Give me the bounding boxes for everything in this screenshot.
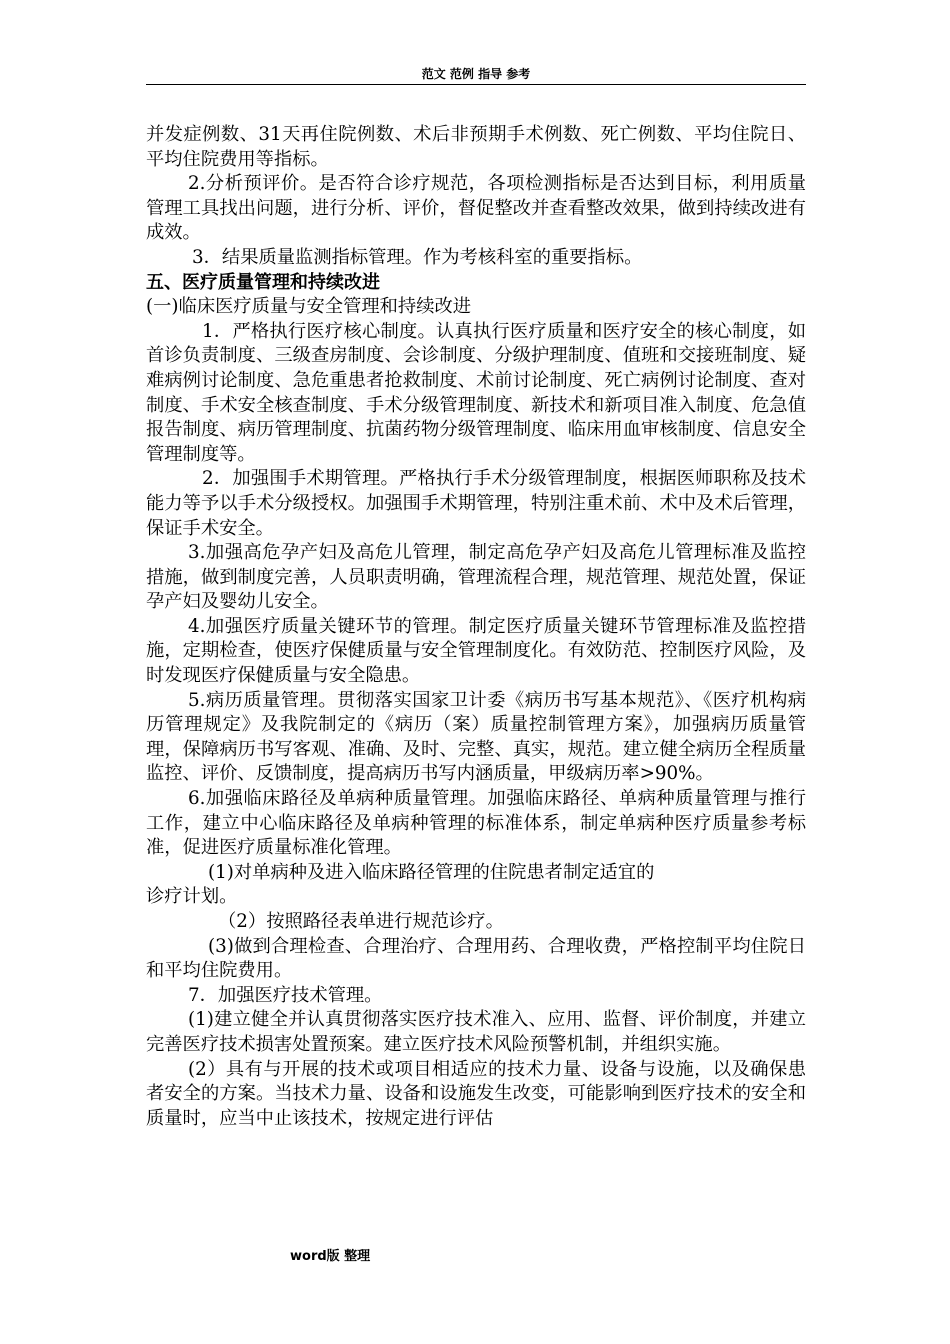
paragraph-technology-management: 7．加强医疗技术管理。 bbox=[188, 984, 383, 1006]
paragraph-analysis-evaluation: 2.分析预评价。是否符合诊疗规范，各项检测指标是否达到目标，利用质量管理工具找出问题，进行分析、评价，督促整改并查看整改效果，做到持续改进有成效。 bbox=[146, 173, 806, 244]
paragraph-core-systems: 1．严格执行医疗核心制度。认真执行医疗质量和医疗安全的核心制度，如首诊负责制度、三级查房制度、会诊制度、分级护理制度、值班和交接班制度、疑难病例讨论制度、急危重患者抢救制度、术前讨论制度、死亡病例讨论制度、查对制度、手术安全核查制度、手术分级管理制度、新技术和新项目准入制度、危急值报告制度、病历管理制度、抗菌药物分级管理制度、临床用血审核制度、信息安全管理制度等。 bbox=[146, 320, 806, 465]
subsection-heading: (一)临床医疗质量与安全管理和持续改进 bbox=[146, 296, 472, 318]
paragraph-high-risk-maternal: 3.加强高危孕产妇及高危儿管理，制定高危孕产妇及高危儿管理标准及监控措施，做到制度完善，人员职责明确，管理流程合理，规范管理、规范处置，保证孕产妇及婴幼儿安全。 bbox=[146, 542, 806, 613]
section-heading: 五、医疗质量管理和持续改进 bbox=[146, 271, 380, 293]
list-item-technology-2: (2）具有与开展的技术或项目相适应的技术力量、设备与设施，以及确保患者安全的方案。当技术力量、设备和设施发生改变，可能影响到医疗技术的安全和质量时，应当中止该技术，按规定进行评估 bbox=[146, 1058, 806, 1129]
paragraph-medical-records: 5.病历质量管理。贯彻落实国家卫计委《病历书写基本规范》、《医疗机构病历管理规定》及我院制定的《病历（案）质量控制管理方案》，加强病历质量管理，保障病历书写客观、准确、及时、完整、真实，规范。建立健全病历全程质量监控、评价、反馈制度，提高病历书写内涵质量，甲级病历率>90%。 bbox=[146, 689, 806, 785]
paragraph-perioperative: 2．加强围手术期管理。严格执行手术分级管理制度，根据医师职称及技术能力等予以手术分级授权。加强围手术期管理，特别注重术前、术中及术后管理，保证手术安全。 bbox=[146, 468, 806, 539]
list-item-pathway-3: (3)做到合理检查、合理治疗、合理用药、合理收费，严格控制平均住院日和平均住院费用。 bbox=[146, 935, 806, 982]
page-footer: word版 整理 bbox=[290, 1249, 371, 1264]
page-header: 范文 范例 指导 参考 bbox=[421, 67, 531, 81]
paragraph-key-links: 4.加强医疗质量关键环节的管理。制定医疗质量关键环节管理标准及监控措施，定期检查，使医疗保健质量与安全管理制度化。有效防范、控制医疗风险，及时发现医疗保健质量与安全隐患。 bbox=[146, 615, 806, 687]
document-body bbox=[146, 123, 806, 1131]
paragraph-clinical-pathway: 6.加强临床路径及单病种质量管理。加强临床路径、单病种质量管理与推行工作，建立中心临床路径及单病种管理的标准体系，制定单病种医疗质量参考标准，促进医疗质量标准化管理。 bbox=[146, 788, 806, 859]
paragraph-outcome-indicators: 3．结果质量监测指标管理。作为考核科室的重要指标。 bbox=[192, 246, 643, 268]
list-item-pathway-1: (1)对单病种及进入临床路径管理的住院患者制定适宜的 bbox=[208, 861, 655, 883]
header-rule bbox=[146, 84, 806, 85]
list-item-pathway-1-cont: 诊疗计划。 bbox=[146, 886, 238, 908]
list-item-pathway-2: （2）按照路径表单进行规范诊疗。 bbox=[218, 911, 504, 932]
list-item-technology-1: (1)建立健全并认真贯彻落实医疗技术准入、应用、监督、评价制度，并建立完善医疗技术损害处置预案。建立医疗技术风险预警机制，并组织实施。 bbox=[146, 1009, 806, 1055]
paragraph-complication-metrics: 并发症例数、31天再住院例数、术后非预期手术例数、死亡例数、平均住院日、平均住院费用等指标。 bbox=[146, 124, 806, 170]
